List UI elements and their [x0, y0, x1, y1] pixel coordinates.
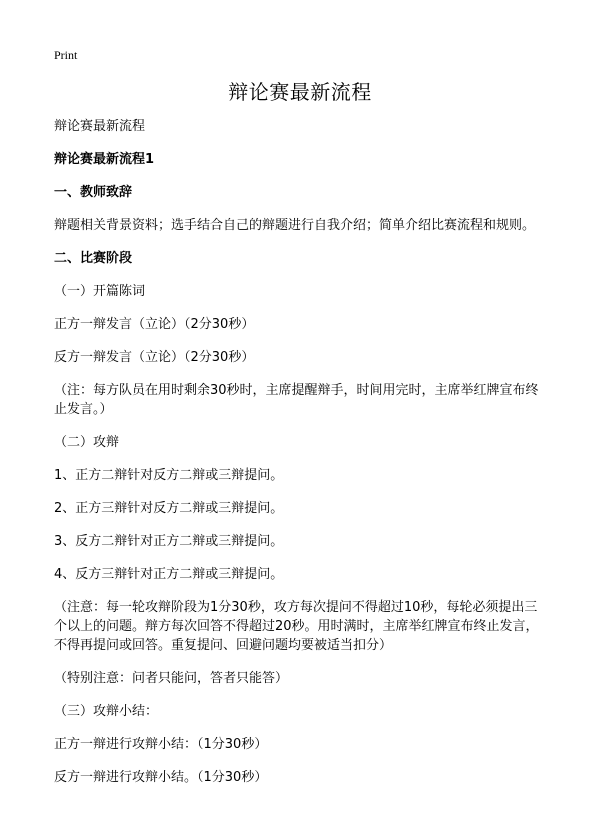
print-link[interactable]: Print: [54, 48, 78, 62]
note-paragraph: （注意：每一轮攻辩阶段为1分30秒，攻方每次提问不得超过10秒，每轮必须提出三个以上的问题。辩方每次回答不得超过20秒。用时满时，主席举红牌宣布终止发言，不得再提问或回答。重复提问、回避问题均要被适当扣分）: [54, 600, 539, 653]
subheading-summary: （三）攻辩小结：: [54, 704, 159, 719]
document-body: [54, 117, 550, 787]
list-item: 反方一辩进行攻辩小结。（1分30秒）: [54, 770, 268, 785]
list-item: 2、正方三辩针对反方二辩或三辩提问。: [54, 501, 284, 516]
subheading-opening: （一）开篇陈词: [54, 284, 146, 299]
list-item: 1、正方二辩针对反方二辩或三辩提问。: [54, 468, 284, 483]
list-item: 反方一辩发言（立论）（2分30秒）: [54, 350, 255, 365]
note-paragraph: （注：每方队员在用时剩余30秒时，主席提醒辩手，时间用完时，主席举红牌宣布终止发言。）: [54, 383, 539, 417]
list-item: 正方一辩进行攻辩小结：（1分30秒）: [54, 737, 268, 752]
subheading-cross-exam: （二）攻辩: [54, 435, 120, 450]
paragraph-background: 辩题相关背景资料；选手结合自己的辩题进行自我介绍；简单介绍比赛流程和规则。: [54, 218, 536, 233]
list-item: 正方一辩发言（立论）（2分30秒）: [54, 317, 255, 332]
section-heading-teacher-speech: 一、教师致辞: [54, 185, 133, 200]
list-item: 3、反方二辩针对正方二辩或三辩提问。: [54, 534, 284, 549]
intro-paragraph: 辩论赛最新流程: [54, 119, 146, 134]
section-heading-flow: 辩论赛最新流程1: [54, 152, 155, 167]
section-heading-competition: 二、比赛阶段: [54, 251, 133, 266]
note-paragraph: （特别注意：问者只能问，答者只能答）: [54, 671, 289, 686]
document-title: 辩论赛最新流程: [228, 80, 372, 104]
list-item: 4、反方三辩针对正方二辩或三辩提问。: [54, 567, 284, 582]
